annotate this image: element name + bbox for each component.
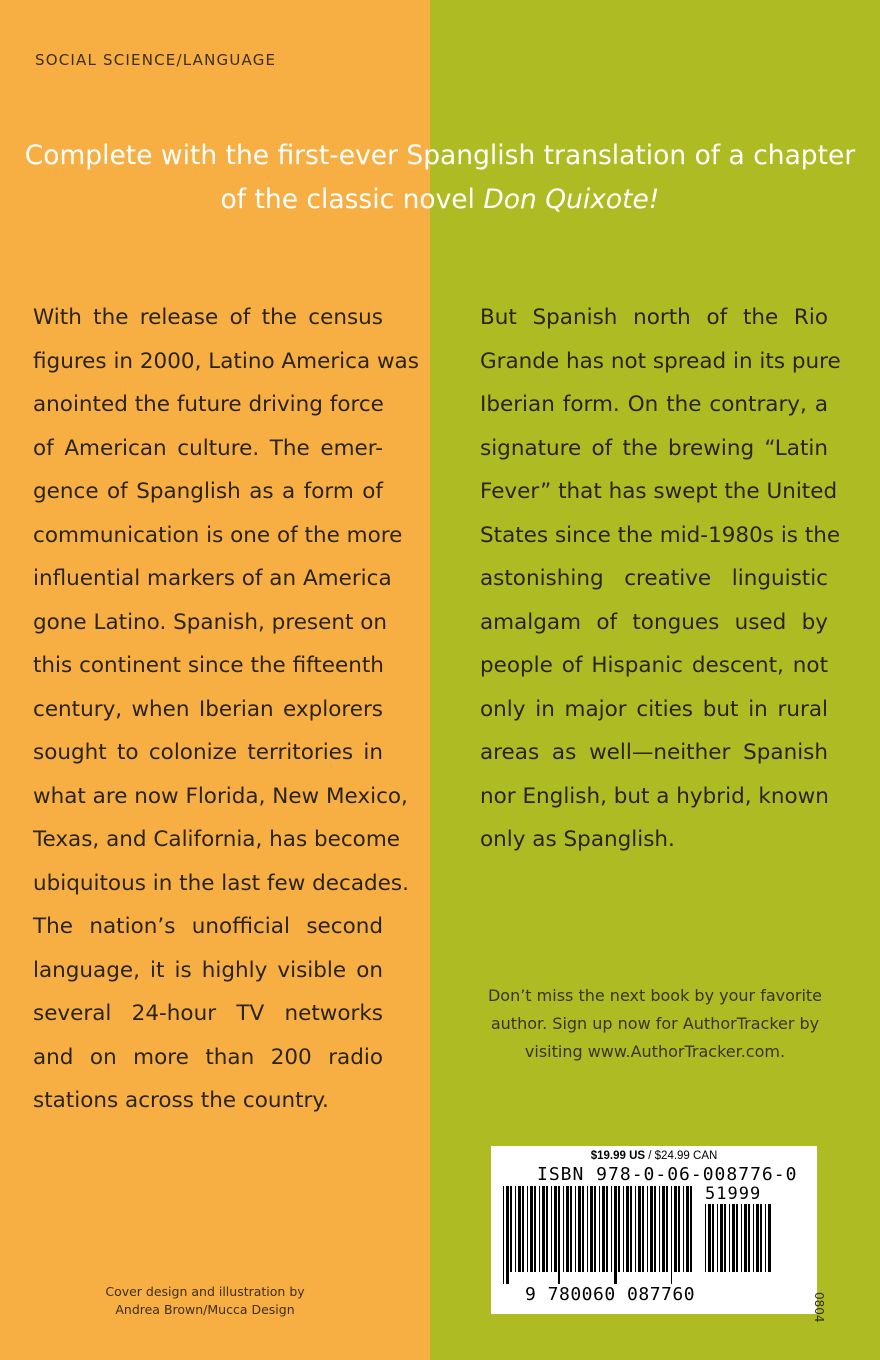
barcode-bar [662, 1186, 665, 1272]
tagline-line-2 [0, 178, 880, 222]
barcode-bar [602, 1186, 605, 1272]
barcode-bar [611, 1186, 612, 1272]
barcode-bar [578, 1186, 581, 1272]
left-paragraph-line: gence of Spanglish as a form of [33, 479, 383, 504]
left-paragraph-line: what are now Florida, New Mexico, [33, 783, 408, 809]
barcode-bar [732, 1204, 735, 1272]
author-tracker-notice [470, 982, 840, 1066]
price-can: / $24.99 CAN [645, 1150, 718, 1162]
barcode-bar [753, 1204, 754, 1272]
barcode-bar [590, 1186, 593, 1272]
barcode-bar [542, 1186, 545, 1272]
barcode-bar [659, 1186, 660, 1272]
barcode-bar [606, 1186, 608, 1272]
barcode-bar [623, 1186, 624, 1272]
barcode-bar [741, 1204, 742, 1272]
barcode-bar [546, 1186, 548, 1272]
left-paragraph-line: The nation’s unofficial second [33, 914, 383, 939]
right-paragraph [480, 296, 841, 862]
barcode-bar [630, 1186, 632, 1272]
barcode-bar [760, 1204, 762, 1272]
tagline-book-title: Don Quixote! [483, 184, 660, 215]
author-tracker-line-1: Don’t miss the next book by your favorite [487, 986, 823, 1005]
left-paragraph-line: and on more than 200 radio [33, 1044, 383, 1070]
left-paragraph-line: of American culture. The emer- [33, 435, 383, 461]
barcode-bar [654, 1186, 656, 1272]
barcode-bar [522, 1186, 524, 1272]
barcode-bar [678, 1186, 680, 1272]
ean-barcode [503, 1186, 699, 1284]
barcode-bar [671, 1186, 672, 1284]
left-paragraph-line: gone Latino. Spanish, present on [33, 609, 388, 635]
barcode-bar [570, 1186, 572, 1272]
barcode-bar [638, 1186, 641, 1272]
left-paragraph-line: Texas, and California, has become [33, 827, 401, 852]
left-paragraph-line: several 24-hour TV networks [33, 1001, 383, 1026]
barcode-bar [554, 1186, 557, 1272]
right-paragraph-line: Grande has not spread in its pure [480, 348, 841, 374]
price-line [491, 1150, 817, 1162]
barcode-bar [647, 1186, 648, 1272]
barcode-bar [635, 1186, 636, 1272]
barcode-bar [626, 1186, 629, 1272]
category-label: SOCIAL SCIENCE/LANGUAGE [35, 51, 277, 69]
barcode-bar [618, 1186, 620, 1272]
barcode-bar [566, 1186, 569, 1272]
barcode-bar [748, 1204, 750, 1272]
left-paragraph-line: stations across the country. [33, 1088, 329, 1113]
left-paragraph-line: communication is one of the more [33, 522, 403, 548]
price-us: $19.99 US [590, 1150, 646, 1162]
barcode-bar [642, 1186, 644, 1272]
ean-digits: 9 780060 087760 [525, 1284, 696, 1305]
left-paragraph-line: ubiquitous in the last few decades. [33, 870, 409, 896]
right-paragraph-line: Fever” that has swept the United [480, 479, 838, 504]
barcode-bar [708, 1204, 711, 1272]
left-paragraph-line: influential markers of an America [33, 566, 392, 591]
tagline [0, 134, 880, 222]
barcode-bar [503, 1186, 504, 1284]
left-paragraph-line: century, when Iberian explorers [33, 696, 383, 722]
barcode-bar [510, 1186, 512, 1272]
barcode-label [491, 1146, 817, 1314]
tagline-line-2-prefix: of the classic novel [220, 184, 484, 215]
left-paragraph-line: this continent since the fifteenth [33, 653, 384, 678]
barcode-bar [527, 1186, 528, 1272]
barcode-bar [717, 1204, 718, 1272]
barcode-bar [539, 1186, 540, 1272]
isbn-text: ISBN 978-0-06-008776-0 [537, 1164, 798, 1185]
right-paragraph-line: astonishing creative linguistic [480, 566, 828, 591]
credit-line-2: Andrea Brown/Mucca Design [115, 1302, 295, 1317]
barcode-bar [515, 1186, 516, 1272]
barcode-bar [765, 1204, 766, 1272]
left-paragraph [33, 296, 419, 1123]
addon-barcode [705, 1204, 775, 1284]
right-paragraph-line: people of Hispanic descent, not [480, 653, 828, 678]
barcode-bar [558, 1186, 560, 1284]
right-paragraph-line: States since the mid-1980s is the [480, 522, 841, 548]
author-tracker-line-3: visiting www.AuthorTracker.com. [524, 1042, 786, 1061]
barcode-bar [744, 1204, 747, 1272]
barcode-bar [768, 1204, 771, 1272]
cover-credit [80, 1283, 330, 1319]
tagline-line-1: Complete with the first-ever Spanglish translation of a chapter [24, 140, 856, 171]
left-paragraph-line: With the release of the census [33, 305, 383, 330]
right-paragraph-line: nor English, but a hybrid, known [480, 783, 829, 809]
barcode-bar [736, 1204, 738, 1272]
barcode-bar [530, 1186, 533, 1272]
barcode-bar [575, 1186, 576, 1272]
barcode-bar [563, 1186, 564, 1272]
right-paragraph-line: Iberian form. On the contrary, a [480, 392, 828, 417]
barcode-bar [674, 1186, 677, 1272]
left-paragraph-line: sought to colonize territories in [33, 740, 383, 765]
barcode-bar [720, 1204, 723, 1272]
barcode-bar [683, 1186, 684, 1272]
left-paragraph-line: anointed the future driving force [33, 392, 384, 417]
barcode-bar [506, 1186, 509, 1284]
barcode-bar [690, 1186, 692, 1272]
barcode-bar [666, 1186, 668, 1272]
price-code: 51999 [705, 1184, 762, 1204]
right-paragraph-line: only as Spanglish. [480, 827, 675, 852]
barcode-bar [614, 1186, 617, 1284]
barcode-bar [712, 1204, 714, 1272]
right-paragraph-line: amalgam of tongues used by [480, 609, 828, 635]
side-code: 0804 [812, 1292, 826, 1323]
barcode-bar [729, 1204, 730, 1272]
author-tracker-line-2: author. Sign up now for AuthorTracker by [490, 1014, 820, 1033]
barcode-bar [587, 1186, 588, 1272]
credit-line-1: Cover design and illustration by [105, 1284, 305, 1299]
barcode-bar [756, 1204, 759, 1272]
barcode-bar [551, 1186, 552, 1272]
right-paragraph-line: areas as well—neither Spanish [480, 740, 828, 765]
barcode-bar [599, 1186, 600, 1272]
left-paragraph-line: language, it is highly visible on [33, 957, 383, 983]
barcode-bar [518, 1186, 521, 1272]
barcode-bar [594, 1186, 596, 1272]
right-paragraph-line: only in major cities but in rural [480, 696, 828, 722]
barcode-bar [705, 1204, 706, 1272]
barcode-bar [582, 1186, 584, 1272]
barcode-bar [650, 1186, 653, 1272]
barcode-bar [686, 1186, 689, 1272]
barcode-bar [724, 1204, 726, 1272]
left-paragraph-line: figures in 2000, Latino America was [33, 348, 419, 374]
right-paragraph-line: But Spanish north of the Rio [480, 305, 828, 330]
right-paragraph-line: signature of the brewing “Latin [480, 435, 828, 461]
barcode-bar [534, 1186, 536, 1272]
